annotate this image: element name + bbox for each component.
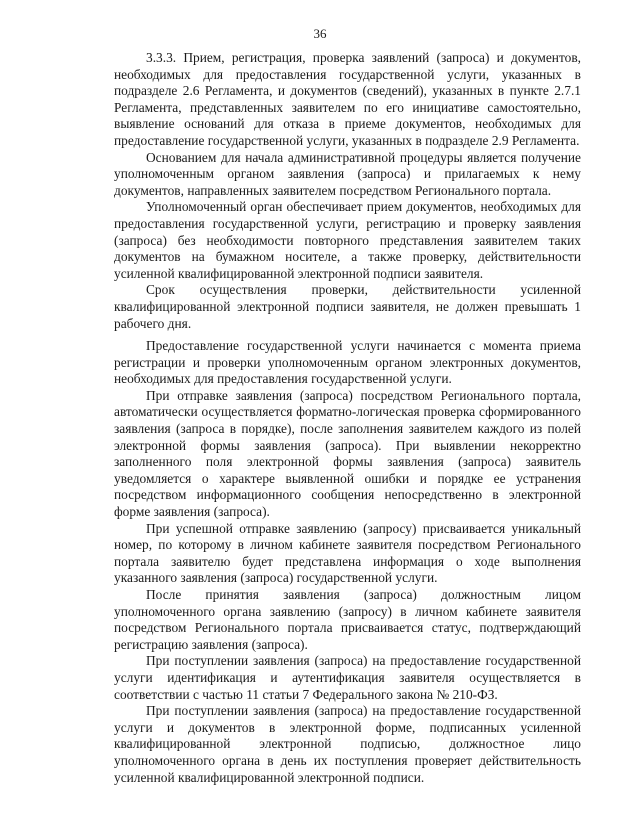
paragraph-service-start: Предоставление государственной услуги начинается с момента приема регистрации и проверки уполномоченным органом электронных документов, необходимых для предоставления государственной услуги. [114,338,581,387]
paragraph-portal-submission: При отправке заявления (запроса) посредством Регионального портала, автоматически осуществляется форматно-логическая проверка сформированного заявления (запроса в порядке), после заполнения заявителем каждого из полей электронной формы заявления (запроса). При выявлении некорректно заполненного поля электронной формы заявления (запроса) заявитель уведомляется о характере выявленной ошибки и порядке ее устранения посредством информационного сообщения непосредственно в электронной форме заявления (запроса). [114,387,581,520]
paragraph-signature-check-term: Срок осуществления проверки, действительности усиленной квалифицированной электронной подписи заявителя, не должен превышать 1 рабочего дня. [114,282,581,331]
paragraph-procedure-basis: Основанием для начала административной процедуры является получение уполномоченным органом заявления (запроса) и прилагаемых к нему документов, направленных заявителем посредством Регионального портала. [114,149,581,198]
paragraph-3-3-3: 3.3.3. Прием, регистрация, проверка заявлений (запроса) и документов, необходимых для предоставления государственной услуги, указанных в подразделе 2.6 Регламента, и документов (сведений), указанных в пункте 2.7.1 Регламента, представленных заявителем по его инициативе самостоятельно, выявление оснований для отказа в приеме документов, необходимых для предоставление государственной услуги, указанных в подразделе 2.9 Регламента. [114,50,581,148]
paragraph-identification: При поступлении заявления (запроса) на предоставление государственной услуги идентификация и аутентификация заявителя осуществляется в соответствии с частью 11 статьи 7 Федерального закона № 210-ФЗ. [114,653,581,702]
body-text [114,50,581,786]
paragraph-signature-verification: При поступлении заявления (запроса) на предоставление государственной услуги и документов в электронной форме, подписанных усиленной квалифицированной электронной подписью, должностное лицо уполномоченного органа в день их поступления проверяет действительность усиленной квалифицированной электронной подписи. [114,703,581,785]
paragraph-authority-reception: Уполномоченный орган обеспечивает прием документов, необходимых для предоставления государственной услуги, регистрацию и проверку заявления (запроса) без необходимости повторного представления заявителем таких документов на бумажном носителе, а также проверку, действительности усиленной квалифицированной электронной подписи заявителя. [114,199,581,281]
paragraph-unique-number: При успешной отправке заявлению (запросу) присваивается уникальный номер, по которому в личном кабинете заявителя посредством Регионального портала заявителю будет представлена информация о ходе выполнения указанного заявления (запроса) государственной услуги. [114,520,581,586]
page-number: 36 [313,26,327,41]
paragraph-status-assignment: После принятия заявления (запроса) должностным лицом уполномоченного органа заявлению (запросу) в личном кабинете заявителя посредством Регионального портала присваивается статус, подтверждающий регистрацию заявления (запроса). [114,587,581,652]
